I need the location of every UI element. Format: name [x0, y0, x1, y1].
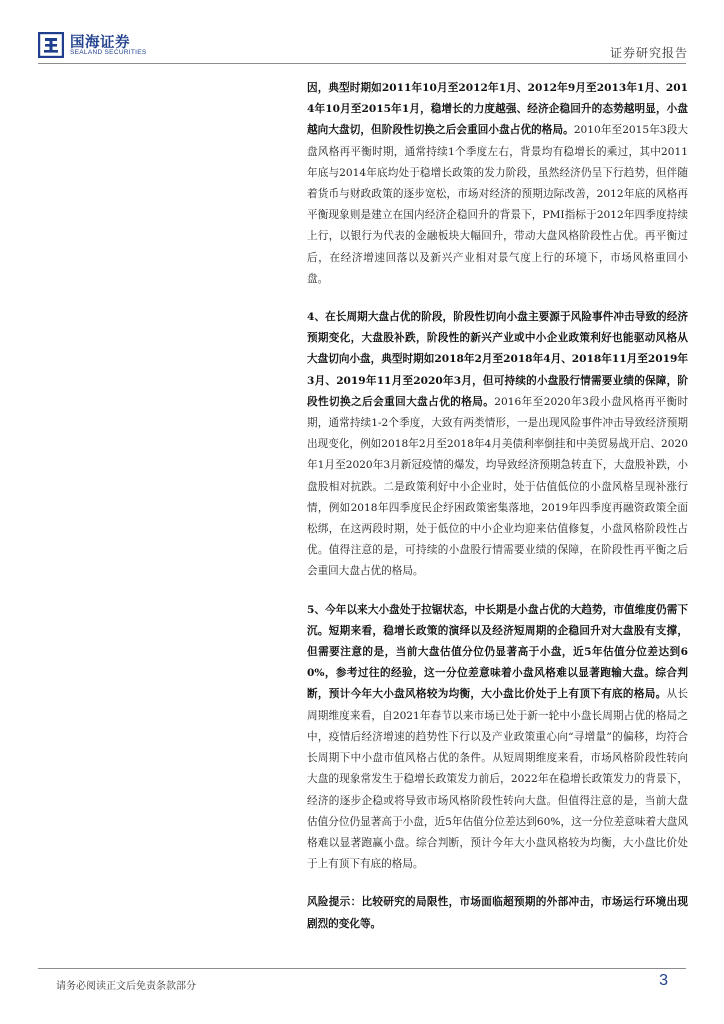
- company-logo: [38, 30, 158, 64]
- header-divider: [38, 63, 686, 64]
- page-header: [0, 0, 724, 70]
- paragraph-bold-text: 4、在长周期大盘占优的阶段，阶段性切向小盘主要源于风险事件冲击导致的经济预期变化，大盘股补跌，阶段性的新兴产业或中小企业政策利好也能驱动风格从大盘切向小盘，典型时期如2018年2月至2018年4月、2018年11月至2019年3月、2019年11月至2020年3月，但可持续的小盘股行情需要业绩的保障，阶段性切换之后会重回大盘占优的格局。: [307, 311, 688, 408]
- sealand-logo-icon: [38, 32, 64, 58]
- disclaimer-note: 请务必阅读正文后免责条款部分: [56, 981, 196, 992]
- paragraph-bold-text: 风险提示：比较研究的局限性，市场面临超预期的外部冲击，市场运行环境出现剧烈的变化等。: [307, 896, 688, 930]
- report-type-label: 证券研究报告: [609, 46, 688, 60]
- paragraph-bold-text: 因，典型时期如2011年10月至2012年1月、2012年9月至2013年1月、2014年10月至2015年1月，稳增长的力度越强、经济企稳回升的态势越明显，小盘越向大盘切，但阶段性切换之后会重回小盘占优的格局。: [307, 82, 688, 137]
- logo-text-cn: 国海证券: [70, 35, 130, 51]
- page-number: 3: [659, 972, 668, 989]
- paragraph-3: [307, 600, 688, 876]
- paragraph-1: [307, 78, 688, 290]
- paragraph-body-text: 2016年至2020年3段小盘风格再平衡时期，通常持续1-2个季度，大致有两类情形，一是出现风险事件冲击导致经济预期出现变化，例如2018年2月至2018年4月美债利率倒挂和中美贸易战开启、2020年1月至2020年3月新冠疫情的爆发，均导致经济预期急转直下，大盘股补跌，小盘股相对抗跌。二是政策利好中小企业时，处于估值低位的小盘风格呈现补涨行情，例如2018年四季度民企纾困政策密集落地，2019年四季度再融资政策全面松绑，在这两段时期，处于低位的中小企业均迎来估值修复，小盘风格阶段性占优。值得注意的是，可持续的小盘股行情需要业绩的保障，在阶段性再平衡之后会重回大盘占优的格局。: [307, 395, 688, 578]
- logo-text-en: SEALAND SECURITIES: [70, 49, 147, 56]
- paragraph-2: [307, 307, 688, 583]
- report-body: [307, 78, 688, 952]
- footer-divider: [38, 968, 686, 969]
- paragraph-bold-text: 5、今年以来大小盘处于拉锯状态，中长期是小盘占优的大趋势，市值维度仍需下沉。短期来看，稳增长政策的演绎以及经济短周期的企稳回升对大盘股有支撑，但需要注意的是，当前大盘估值分位仍显著高于小盘，近5年估值分位差达到60%，参考过往的经验，这一分位差意味着小盘风格难以显著跑输大盘。综合判断，预计今年大小盘风格较为均衡，大小盘比价处于上有顶下有底的格局。: [307, 603, 688, 701]
- risk-warning-paragraph: [307, 892, 688, 934]
- paragraph-body-text: 2010年至2015年3段大盘风格再平衡时期，通常持续1个季度左右，背景均有稳增长的乘过，其中2011年底与2014年底均处于稳增长政策的发力阶段，虽然经济仍呈下行趋势，但伴随着货币与财政政策的逐步宽松，市场对经济的预期边际改善，2012年底的风格再平衡现象则是建立在国内经济企稳回升的背景下，PMI指标于2012年四季度持续上行，以银行为代表的金融板块大幅回升，带动大盘风格阶段性占优。再平衡过后，在经济增速回落以及新兴产业相对景气度上行的环境下，市场风格重回小盘。: [307, 124, 688, 285]
- paragraph-body-text: 从长周期维度来看，自2021年春节以来市场已处于新一轮中小盘长周期占优的格局之中，疫情后经济增速的趋势性下行以及产业政策重心向“寻增量”的偏移，均符合长周期下中小盘市值风格占优的条件。从短周期维度来看，市场风格阶段性转向大盘的现象常发生于稳增长政策发力前后，2022年在稳增长政策发力的背景下，经济的逐步企稳或将导致市场风格阶段性转向大盘。但值得注意的是，当前大盘估值分位仍显著高于小盘，近5年估值分位差达到60%，这一分位差意味着大盘风格难以显著跑赢小盘。综合判断，预计今年大小盘风格较为均衡，大小盘比价处于上有顶下有底的格局。: [307, 688, 689, 871]
